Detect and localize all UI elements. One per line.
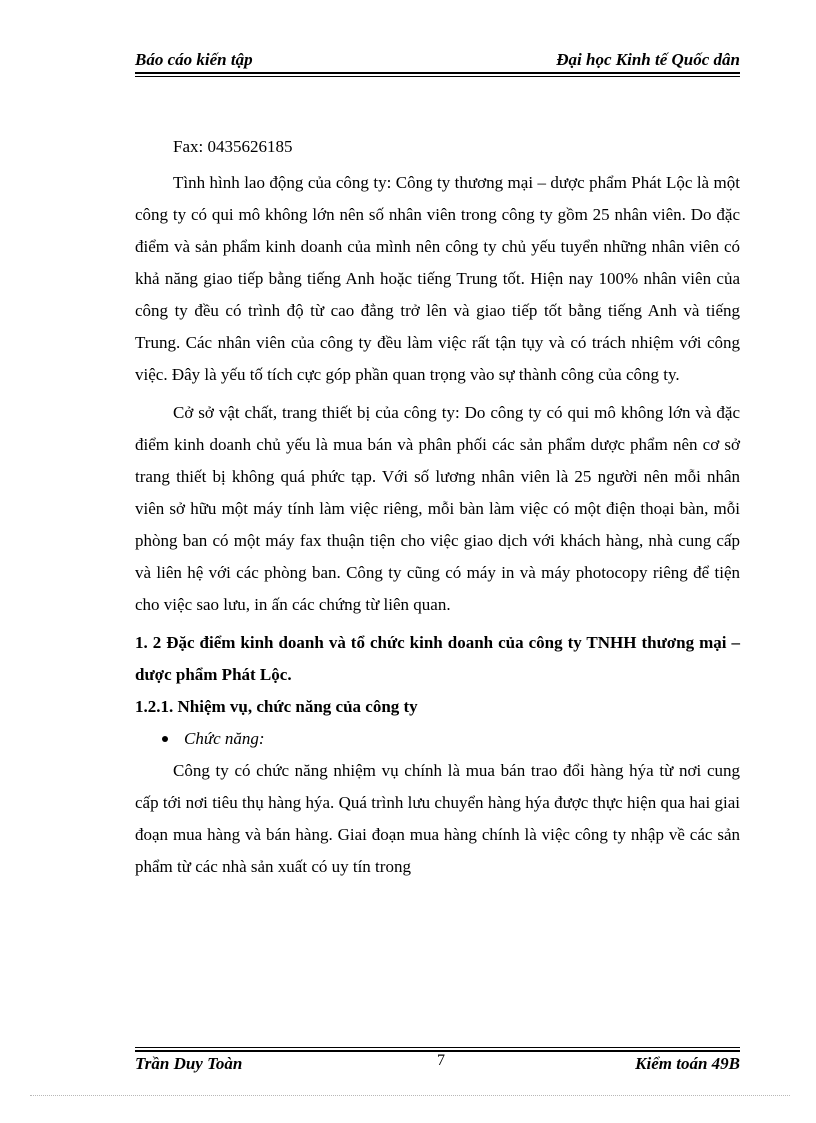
header-left-title: Báo cáo kiến tập [135,50,253,69]
paragraph-labor: Tình hình lao động của công ty: Công ty thương mại – dược phẩm Phát Lộc là một công ty có qui mô không lớn nên số nhân viên trong công ty gồm 25 nhân viên. Do đặc điểm và sản phẩm kinh doanh của mình nên công ty chủ yếu tuyển những nhân viên có khả năng giao tiếp bằng tiếng Anh hoặc tiếng Trung tốt. Hiện nay 100% nhân viên của công ty đều có trình độ từ cao đẳng trở lên và giao tiếp tốt bằng tiếng Anh và tiếng Trung. Các nhân viên của công ty đều làm việc rất tận tụy và có trách nhiệm với công việc. Đây là yếu tố tích cực góp phần quan trọng vào sự thành công của công ty. [135,173,740,384]
paragraph-facilities: Cở sở vật chất, trang thiết bị của công ty: Do công ty có qui mô không lớn và đặc điểm kinh doanh chủ yếu là mua bán và phân phối các sản phẩm dược phẩm nên cơ sở trang thiết bị không quá phức tạp. Với số lương nhân viên là 25 người nên mỗi nhân viên sở hữu một máy tính làm việc riêng, mỗi bàn làm việc có một điện thoại bàn, mỗi phòng ban có một máy fax thuận tiện cho việc giao dịch với khách hàng, nhà cung cấp và liên hệ với các phòng ban. Công ty cũng có máy in và máy photocopy riêng để tiện cho việc sao lưu, in ấn các chứng từ liên quan. [135,403,740,614]
paragraph-function: Công ty có chức năng nhiệm vụ chính là mua bán trao đổi hàng hýa từ nơi cung cấp tới nơi tiêu thụ hàng hýa. Quá trình lưu chuyển hàng hýa được thực hiện qua hai giai đoạn mua hàng và bán hàng. Giai đoạn mua hàng chính là việc công ty nhập về các sản phẩm từ các nhà sản xuất có uy tín trong [135,761,740,876]
header-rule-thick [135,72,740,74]
bullet-item [135,723,740,755]
page-footer [135,1054,740,1076]
bullet-dot-icon [162,736,168,742]
footer-rule-thin [135,1047,740,1048]
page-header [135,50,740,72]
header-right-title: Đại học Kinh tế Quốc dân [556,50,740,69]
fax-line: Fax: 0435626185 [173,137,293,156]
page-number: 7 [437,1052,445,1069]
page-bottom-dotted-line [30,1095,790,1096]
document-body [135,131,740,889]
header-rule-thin [135,76,740,77]
footer-class: Kiểm toán 49B [635,1054,740,1073]
subsection-heading: 1.2.1. Nhiệm vụ, chức năng của công ty [135,697,418,716]
section-heading: 1. 2 Đặc điểm kinh doanh và tổ chức kinh doanh của công ty TNHH thương mại – dược phẩm Phát Lộc. [135,633,740,684]
bullet-label: Chức năng: [184,729,265,748]
footer-author: Trần Duy Toàn [135,1054,243,1073]
